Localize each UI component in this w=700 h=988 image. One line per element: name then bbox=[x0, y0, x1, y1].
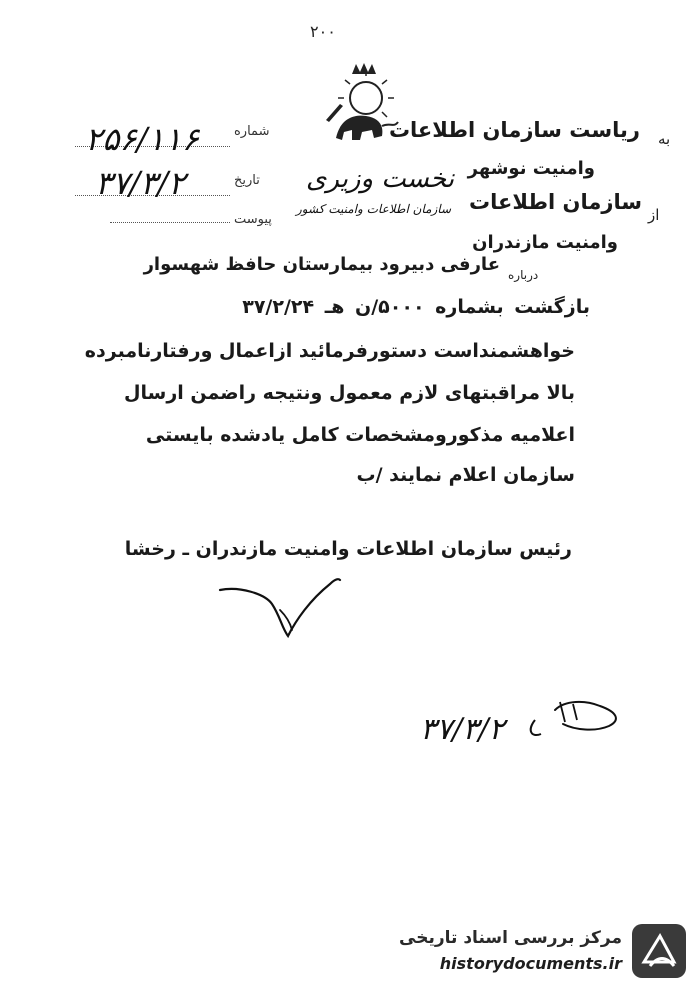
attachment-dotted-line bbox=[110, 222, 230, 223]
body-line-1: خواهشمنداست دستورفرمائید ازاعمال ورفتارنامبرده bbox=[84, 340, 575, 362]
recipient-line-1: ریاست سازمان اطلاعات bbox=[388, 118, 640, 142]
letterhead-subtitle: سازمان اطلاعات وامنیت کشور bbox=[296, 202, 451, 216]
letterhead-title: نخست وزیری bbox=[306, 164, 455, 194]
archive-url: historydocuments.ir bbox=[439, 954, 622, 973]
closing-signature-line: رئیس سازمان اطلاعات وامنیت مازندران ـ رخشا bbox=[124, 538, 572, 560]
body-line-2: بالا مراقبتهای لازم معمول ونتیجه راضمن ارسال bbox=[124, 382, 575, 404]
archive-title: مرکز بررسی اسناد تاریخی bbox=[399, 928, 622, 948]
subject-prefix: درباره bbox=[508, 268, 539, 282]
body-line-4: سازمان اعلام نمایند /ب bbox=[356, 464, 575, 486]
handwritten-number: ۲۵۶/۱۱۶ bbox=[85, 120, 199, 158]
subject-text: عارفی دبیرود بیمارستان حافظ شهسوار bbox=[143, 254, 500, 275]
from-prefix: از bbox=[648, 206, 660, 224]
reference-line: بازگشت بشماره ۵۰۰۰/ن هـ ۳۷/۲/۲۴ bbox=[242, 296, 590, 318]
attachment-label: پیوست bbox=[234, 212, 272, 227]
number-label: شماره bbox=[234, 124, 270, 139]
handwritten-sign-date: ۳۷/۳/۲ bbox=[420, 712, 505, 747]
body-line-3: اعلامیه مذکورومشخصات کامل یادشده بایستی bbox=[145, 424, 575, 446]
page-mark: ۲۰۰ bbox=[310, 22, 336, 41]
to-prefix: به bbox=[658, 130, 671, 148]
signature-scribble-icon bbox=[210, 570, 350, 650]
archive-logo-icon bbox=[630, 922, 688, 980]
date-label: تاریخ bbox=[234, 173, 260, 188]
archive-footer bbox=[398, 922, 688, 980]
lion-and-sun-emblem-icon bbox=[322, 62, 402, 152]
handwritten-date: ۳۷/۳/۲ bbox=[95, 164, 186, 202]
sender-line-1: سازمان اطلاعات bbox=[468, 190, 642, 214]
sender-line-2: وامنیت مازندران bbox=[472, 232, 618, 253]
recipient-line-2: وامنیت نوشهر bbox=[467, 158, 595, 179]
